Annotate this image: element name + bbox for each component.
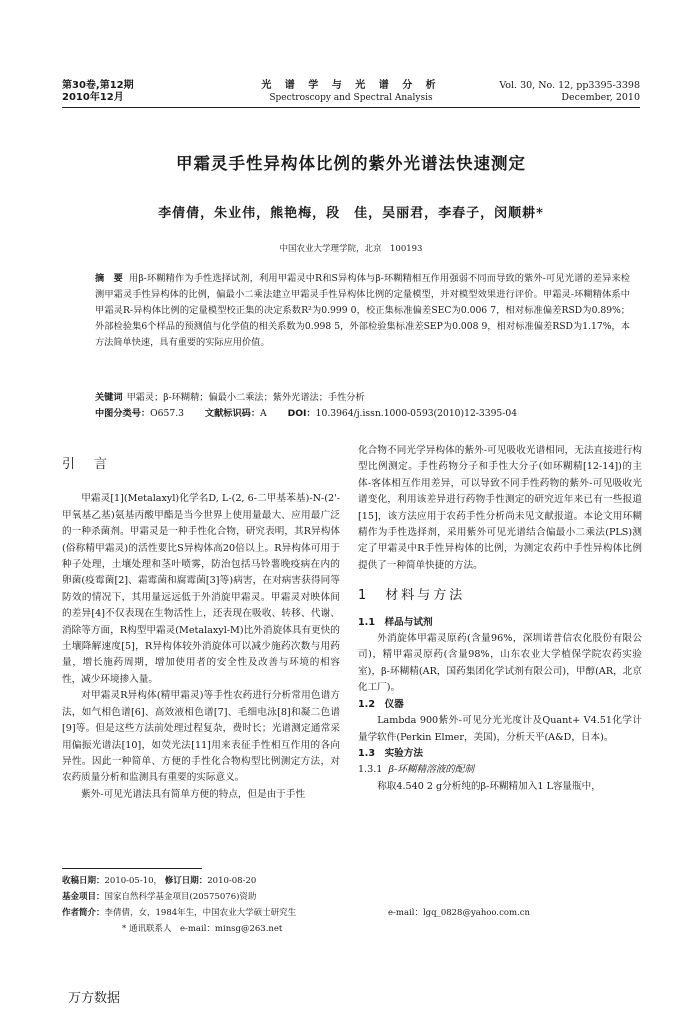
volume-pages-en: Vol. 30, No. 12, pp3395-3398 xyxy=(499,80,640,91)
intro-paragraph: 对甲霜灵R异构体(精甲霜灵)等手性农药进行分析常用色谱方法，如气相色谱[6]、高效液相色谱[7]、毛细电泳[8]和凝二色谱[9]等。但是这些方法前处理过程复杂，费时长；光谱测定通常采用偏振光谱法[10]，如荧光法[11]用来表征手性相互作用的各向异性。因此一种简单、方便的手性化合物构型比例测定方法，对农药质量分析和监测具有重要的实际意义。 xyxy=(62,690,340,784)
header-rule xyxy=(62,107,640,108)
dates-row xyxy=(62,873,640,889)
body-paragraph: 化合物不同光学异构体的紫外-可见吸收光谱相同，无法直接进行构型比例测定。手性药物分子和手性大分子(如环糊精[12-14])的主体-客体相互作用差异，可以导致不同手性药物的紫外-可见吸收光谱变化，利用该差异进行药物手性测定的研究近年来已有一些报道[15]，该方法应用于农药手性分析尚未见文献报道。本论文用环糊精作为手性选择剂，采用紫外可见光谱结合偏最小二乘法(PLS)测定了甲霜灵中R手性异构体的比例，为测定农药中手性异构体比例提供了一种简单快捷的方法。 xyxy=(358,445,642,571)
fund-text: 国家自然科学基金项目(20575076)资助 xyxy=(104,892,257,902)
fund-row xyxy=(62,889,640,905)
affiliation: 中国农业大学理学院，北京 100193 xyxy=(279,244,423,254)
doi-value: 10.3964/j.issn.1000-0593(2010)12-3395-04 xyxy=(315,408,518,419)
issue-info-en xyxy=(499,80,640,104)
received-label: 收稿日期： xyxy=(62,876,105,886)
revised-date: 2010-08-20 xyxy=(207,876,257,886)
keywords-text: 甲霜灵；β-环糊精；偏最小二乘法；紫外光谱法；手性分析 xyxy=(126,392,365,403)
body-paragraph: Lambda 900紫外-可见分光光度计及Quant+ V4.51化学计量学软件(Perkin Elmer，美国)，分析天平(A&D，日本)。 xyxy=(358,715,642,743)
classification-row xyxy=(95,406,630,422)
clc-value: O657.3 xyxy=(150,408,184,419)
corresponding-author: * 通讯联系人 e-mail：minsg@263.net xyxy=(122,924,283,934)
subsubsection-title: β-环糊精溶液的配制 xyxy=(388,764,475,776)
intro-paragraph: 甲霜灵[1](Metalaxyl)化学名D, L-(2, 6-二甲基苯基)-N-(2'-甲氧基乙基)氨基丙酸甲酯是当今世界上使用量最大、应用最广泛的一种杀菌剂。甲霜灵是一种手性化合物，研究表明，其R异构体(俗称精甲霜灵)的活性要比S异构体高20倍以上。R异构体可用于种子处理，土壤处理和茎叶喷雾，防治包括马铃薯晚疫病在内的卵菌(疫霉菌[2]、霜霉菌和腐霉菌[3]等)病害，在对病害获得同等防效的情况下，其用量远远低于外消旋甲霜灵。甲霜灵对映体间的差异[4]不仅表现在生物活性上，还表现在吸收、转移、代谢、消除等方面，R构型甲霜灵(Metalaxyl-M)比外消旋体具有更快的土壤降解速度[5]，R异构体较外消旋体可以减少施药次数与用药量，增长施药周期，增加使用者的安全性及改善与环境的相容性，减少环境掺入量。 xyxy=(62,493,340,685)
author-email: e-mail：lgq_0828@yahoo.com.cn xyxy=(388,908,530,918)
left-column xyxy=(62,443,340,803)
received-date: 2010-05-10， xyxy=(104,876,163,886)
subsubsection-number: 1.3.1 xyxy=(358,764,383,776)
paper-title: 甲霜灵手性异构体比例的紫外光谱法快速测定 xyxy=(176,154,526,173)
abstract-label: 摘 要 xyxy=(95,273,124,284)
keywords xyxy=(95,390,630,406)
volume-issue: 第30卷,第12期 xyxy=(62,80,134,91)
subsection-heading-1-1: 1.1 样品与试剂 xyxy=(358,616,433,628)
section-heading-1: 1 材料与方法 xyxy=(358,588,466,604)
doc-code-label: 文献标识码： xyxy=(204,408,261,419)
right-column xyxy=(358,443,642,795)
body-paragraph: 称取4.540 2 g分析纯的β-环糊精加入1 L容量瓶中， xyxy=(377,780,601,792)
intro-heading: 引 言 xyxy=(62,457,111,472)
clc-label: 中图分类号： xyxy=(95,408,151,419)
journal-name-cn: 光 谱 学 与 光 谱 分 析 xyxy=(261,80,441,91)
watermark: 万方数据 xyxy=(68,991,121,1006)
bio-text: 李倩倩，女，1984年生，中国农业大学硕士研究生 xyxy=(104,908,297,918)
revised-label: 修订日期： xyxy=(164,876,208,886)
author-bio-row xyxy=(62,905,640,921)
journal-name-en: Spectroscopy and Spectral Analysis xyxy=(269,93,433,103)
body-paragraph: 外消旋体甲霜灵原药(含量96%，深圳诺普信农化股份有限公司)，精甲霜灵原药(含量98%，山东农业大学植保学院农药实验室)，β-环糊精(AR，国药集团化学试剂有限公司)，甲醇(AR，北京化工厂)。 xyxy=(358,633,642,694)
issue-date: 2010年12月 xyxy=(62,92,124,103)
keywords-label: 关键词 xyxy=(95,392,123,403)
abstract xyxy=(95,271,630,351)
bio-label: 作者简介： xyxy=(62,908,105,918)
journal-header xyxy=(62,80,640,110)
footnote-rule xyxy=(62,868,202,869)
doc-code-value: A xyxy=(260,408,267,419)
intro-paragraph: 紫外-可见光谱法具有简单方便的特点，但是由于手性 xyxy=(81,788,306,800)
date-en: December, 2010 xyxy=(561,92,640,103)
footnotes xyxy=(62,873,640,937)
subsection-heading-1-3: 1.3 实验方法 xyxy=(358,747,423,759)
subsection-heading-1-2: 1.2 仪器 xyxy=(358,698,404,710)
author-list: 李倩倩，朱业伟，熊艳梅，段 佳，吴丽君，李春子，闵顺耕* xyxy=(158,206,544,221)
abstract-text: 用β-环糊精作为手性选择试剂，利用甲霜灵中R和S异构体与β-环糊精相互作用强弱不同而导致的紫外-可见光谱的差异来检测甲霜灵手性异构体的比例，偏最小二乘法建立甲霜灵手性异构体比例的定量模型，并对模型效果进行评价。甲霜灵-环糊精体系中甲霜灵R-异构体比例的定量模型校正集的决定系数R²为0.999 0，校正集标准偏差SEC为0.006 7，相对标准偏差RSD为0.89%；外部检验集6个样品的预测值与化学值的相关系数为0.998 5，外部检验集标准差SEP为0.008 9，相对标准偏差RSD为1.17%，本方法简单快速，具有重要的实际应用价值。 xyxy=(95,273,630,348)
doi-label: DOI： xyxy=(287,408,316,419)
subsubsection-heading-1-3-1 xyxy=(358,762,642,778)
fund-label: 基金项目： xyxy=(62,892,105,902)
